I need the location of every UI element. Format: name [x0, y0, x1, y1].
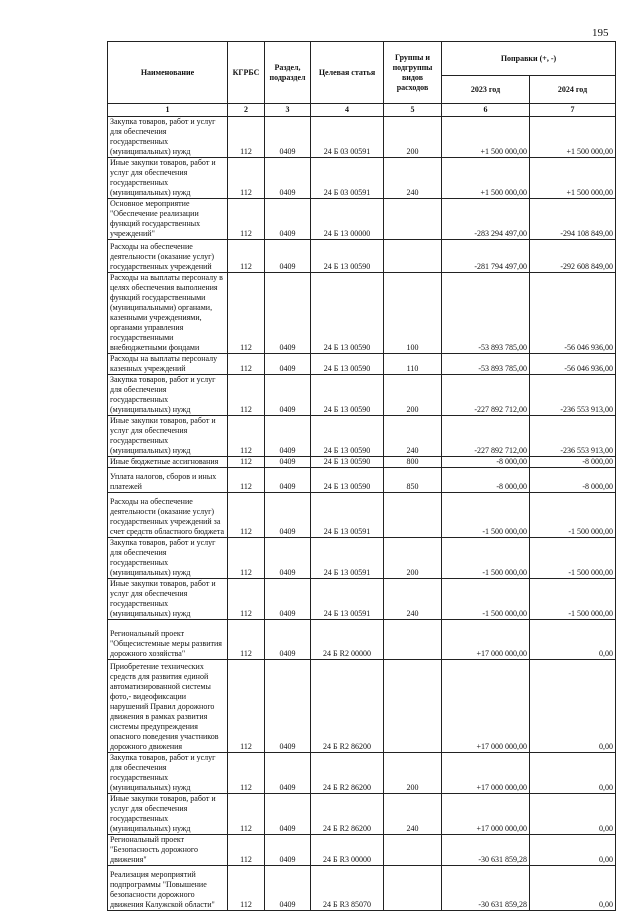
table-row: [108, 457, 616, 468]
cell-target: 24 Б R2 86200: [311, 753, 384, 794]
cell-group: 110: [384, 354, 442, 375]
cell-2023: -30 631 859,28: [442, 866, 530, 911]
cell-2024: -236 553 913,00: [530, 375, 616, 416]
cell-2024: -1 500 000,00: [530, 493, 616, 538]
cell-group: 200: [384, 753, 442, 794]
cell-target: 24 Б 13 00590: [311, 354, 384, 375]
cell-group: 240: [384, 794, 442, 835]
table-row: [108, 579, 616, 620]
cell-section: 0409: [265, 375, 311, 416]
cell-target: 24 Б 13 00590: [311, 468, 384, 493]
cell-name: Иные закупки товаров, работ и услуг для обеспечения государственных (муниципальных) нужд: [108, 416, 228, 457]
cell-2023: -1 500 000,00: [442, 579, 530, 620]
cell-name: Иные бюджетные ассигнования: [108, 457, 228, 468]
cell-2024: -1 500 000,00: [530, 538, 616, 579]
cell-2023: -8 000,00: [442, 468, 530, 493]
cell-kgrbs: 112: [228, 620, 265, 660]
cell-name: Иные закупки товаров, работ и услуг для обеспечения государственных (муниципальных) нужд: [108, 579, 228, 620]
cell-2023: +17 000 000,00: [442, 794, 530, 835]
cell-2023: -281 794 497,00: [442, 240, 530, 273]
cell-group: 850: [384, 468, 442, 493]
cell-2024: 0,00: [530, 835, 616, 866]
cell-kgrbs: 112: [228, 117, 265, 158]
cell-target: 24 Б 13 00000: [311, 199, 384, 240]
cell-kgrbs: 112: [228, 416, 265, 457]
column-number: 4: [311, 104, 384, 117]
cell-group: 240: [384, 579, 442, 620]
cell-name: Расходы на выплаты персоналу в целях обеспечения выполнения функций государственными (муниципальными) органами, казенными учреждениями, органами управления государственными внебюджетными фондами: [108, 273, 228, 354]
cell-2023: +17 000 000,00: [442, 753, 530, 794]
cell-name: Расходы на выплаты персоналу казенных учреждений: [108, 354, 228, 375]
cell-target: 24 Б R2 86200: [311, 660, 384, 753]
table-row: [108, 158, 616, 199]
cell-2023: +1 500 000,00: [442, 158, 530, 199]
cell-kgrbs: 112: [228, 240, 265, 273]
cell-target: 24 Б 03 00591: [311, 117, 384, 158]
cell-2024: 0,00: [530, 660, 616, 753]
table-row: [108, 794, 616, 835]
table-row: [108, 199, 616, 240]
cell-target: 24 Б 13 00590: [311, 457, 384, 468]
table-row: [108, 753, 616, 794]
cell-section: 0409: [265, 468, 311, 493]
table-row: [108, 493, 616, 538]
column-number: 5: [384, 104, 442, 117]
cell-name: Региональный проект "Безопасность дорожного движения": [108, 835, 228, 866]
cell-2023: -53 893 785,00: [442, 273, 530, 354]
table-row: [108, 866, 616, 911]
cell-kgrbs: 112: [228, 199, 265, 240]
cell-group: 200: [384, 538, 442, 579]
cell-2024: -56 046 936,00: [530, 354, 616, 375]
header-amendments: Поправки (+, -): [442, 42, 616, 76]
cell-section: 0409: [265, 117, 311, 158]
column-number: 6: [442, 104, 530, 117]
cell-target: 24 Б 03 00591: [311, 158, 384, 199]
cell-2024: -292 608 849,00: [530, 240, 616, 273]
table-body: [108, 117, 616, 911]
cell-target: 24 Б 13 00590: [311, 416, 384, 457]
column-number: 2: [228, 104, 265, 117]
header-2023: 2023 год: [442, 76, 530, 104]
cell-2023: -1 500 000,00: [442, 538, 530, 579]
column-number: 1: [108, 104, 228, 117]
cell-2023: -227 892 712,00: [442, 375, 530, 416]
table-row: [108, 538, 616, 579]
cell-kgrbs: 112: [228, 493, 265, 538]
cell-2024: -8 000,00: [530, 468, 616, 493]
cell-kgrbs: 112: [228, 866, 265, 911]
cell-kgrbs: 112: [228, 753, 265, 794]
cell-section: 0409: [265, 158, 311, 199]
cell-2024: 0,00: [530, 753, 616, 794]
header-groups: Группы и подгруппы видов расходов: [384, 42, 442, 104]
cell-kgrbs: 112: [228, 158, 265, 199]
cell-group: 100: [384, 273, 442, 354]
column-number: 7: [530, 104, 616, 117]
cell-group: 240: [384, 158, 442, 199]
cell-name: Закупка товаров, работ и услуг для обеспечения государственных (муниципальных) нужд: [108, 375, 228, 416]
cell-kgrbs: 112: [228, 538, 265, 579]
table-row: [108, 835, 616, 866]
table-row: [108, 354, 616, 375]
cell-group: 200: [384, 117, 442, 158]
cell-name: Реализация мероприятий подпрограммы "Повышение безопасности дорожного движения Калужской области": [108, 866, 228, 911]
cell-2024: -8 000,00: [530, 457, 616, 468]
cell-target: 24 Б 13 00591: [311, 579, 384, 620]
cell-group: [384, 835, 442, 866]
cell-2023: -227 892 712,00: [442, 416, 530, 457]
cell-section: 0409: [265, 240, 311, 273]
table-row: [108, 240, 616, 273]
table-row: [108, 660, 616, 753]
header-section: Раздел, подраздел: [265, 42, 311, 104]
cell-name: Закупка товаров, работ и услуг для обеспечения государственных (муниципальных) нужд: [108, 753, 228, 794]
cell-section: 0409: [265, 457, 311, 468]
cell-2023: -53 893 785,00: [442, 354, 530, 375]
cell-2024: -294 108 849,00: [530, 199, 616, 240]
cell-group: [384, 240, 442, 273]
cell-target: 24 Б R3 00000: [311, 835, 384, 866]
cell-name: Иные закупки товаров, работ и услуг для обеспечения государственных (муниципальных) нужд: [108, 158, 228, 199]
table-row: [108, 468, 616, 493]
cell-group: [384, 620, 442, 660]
cell-group: 800: [384, 457, 442, 468]
table-row: [108, 375, 616, 416]
cell-section: 0409: [265, 273, 311, 354]
cell-2024: +1 500 000,00: [530, 158, 616, 199]
cell-target: 24 Б 13 00591: [311, 538, 384, 579]
cell-kgrbs: 112: [228, 354, 265, 375]
cell-target: 24 Б 13 00591: [311, 493, 384, 538]
cell-name: Основное мероприятие "Обеспечение реализации функций государственных учреждений": [108, 199, 228, 240]
cell-2023: -283 294 497,00: [442, 199, 530, 240]
cell-name: Иные закупки товаров, работ и услуг для обеспечения государственных (муниципальных) нужд: [108, 794, 228, 835]
cell-group: [384, 866, 442, 911]
cell-section: 0409: [265, 416, 311, 457]
budget-amendments-table: [107, 41, 616, 911]
cell-group: [384, 660, 442, 753]
header-kgrbs: КГРБС: [228, 42, 265, 104]
table-row: [108, 117, 616, 158]
cell-target: 24 Б R3 85070: [311, 866, 384, 911]
cell-section: 0409: [265, 620, 311, 660]
cell-target: 24 Б 13 00590: [311, 273, 384, 354]
cell-name: Закупка товаров, работ и услуг для обеспечения государственных (муниципальных) нужд: [108, 538, 228, 579]
cell-kgrbs: 112: [228, 794, 265, 835]
cell-section: 0409: [265, 866, 311, 911]
cell-kgrbs: 112: [228, 457, 265, 468]
cell-group: [384, 493, 442, 538]
cell-target: 24 Б R2 86200: [311, 794, 384, 835]
cell-name: Региональный проект "Общесистемные меры развития дорожного хозяйства": [108, 620, 228, 660]
cell-name: Расходы на обеспечение деятельности (оказание услуг) государственных учреждений за счет средств областного бюджета: [108, 493, 228, 538]
cell-section: 0409: [265, 753, 311, 794]
column-number-row: [108, 104, 616, 117]
cell-2024: -1 500 000,00: [530, 579, 616, 620]
cell-kgrbs: 112: [228, 835, 265, 866]
cell-2024: 0,00: [530, 866, 616, 911]
cell-2023: -8 000,00: [442, 457, 530, 468]
cell-2023: +1 500 000,00: [442, 117, 530, 158]
cell-kgrbs: 112: [228, 468, 265, 493]
cell-2024: -56 046 936,00: [530, 273, 616, 354]
cell-section: 0409: [265, 794, 311, 835]
cell-2023: +17 000 000,00: [442, 660, 530, 753]
header-name: Наименование: [108, 42, 228, 104]
cell-2023: -1 500 000,00: [442, 493, 530, 538]
cell-section: 0409: [265, 354, 311, 375]
cell-name: Приобретение технических средств для развития единой автоматизированной системы фото,- видеофиксации нарушений Правил дорожного движения в рамках развития системы предупреждения опасного поведения участников дорожного движения: [108, 660, 228, 753]
cell-kgrbs: 112: [228, 273, 265, 354]
cell-name: Закупка товаров, работ и услуг для обеспечения государственных (муниципальных) нужд: [108, 117, 228, 158]
cell-section: 0409: [265, 493, 311, 538]
cell-section: 0409: [265, 199, 311, 240]
cell-section: 0409: [265, 538, 311, 579]
cell-2024: 0,00: [530, 620, 616, 660]
cell-kgrbs: 112: [228, 375, 265, 416]
header-target: Целевая статья: [311, 42, 384, 104]
cell-target: 24 Б 13 00590: [311, 375, 384, 416]
cell-2024: 0,00: [530, 794, 616, 835]
cell-kgrbs: 112: [228, 660, 265, 753]
cell-2024: -236 553 913,00: [530, 416, 616, 457]
cell-kgrbs: 112: [228, 579, 265, 620]
cell-section: 0409: [265, 835, 311, 866]
cell-2024: +1 500 000,00: [530, 117, 616, 158]
cell-group: 240: [384, 416, 442, 457]
cell-name: Уплата налогов, сборов и иных платежей: [108, 468, 228, 493]
cell-group: 200: [384, 375, 442, 416]
header-2024: 2024 год: [530, 76, 616, 104]
cell-name: Расходы на обеспечение деятельности (оказание услуг) государственных учреждений: [108, 240, 228, 273]
cell-2023: +17 000 000,00: [442, 620, 530, 660]
table-row: [108, 620, 616, 660]
cell-section: 0409: [265, 579, 311, 620]
cell-target: 24 Б R2 00000: [311, 620, 384, 660]
table-row: [108, 273, 616, 354]
column-number: 3: [265, 104, 311, 117]
page-number: 195: [592, 27, 609, 39]
cell-section: 0409: [265, 660, 311, 753]
cell-2023: -30 631 859,28: [442, 835, 530, 866]
table-row: [108, 416, 616, 457]
cell-target: 24 Б 13 00590: [311, 240, 384, 273]
cell-group: [384, 199, 442, 240]
